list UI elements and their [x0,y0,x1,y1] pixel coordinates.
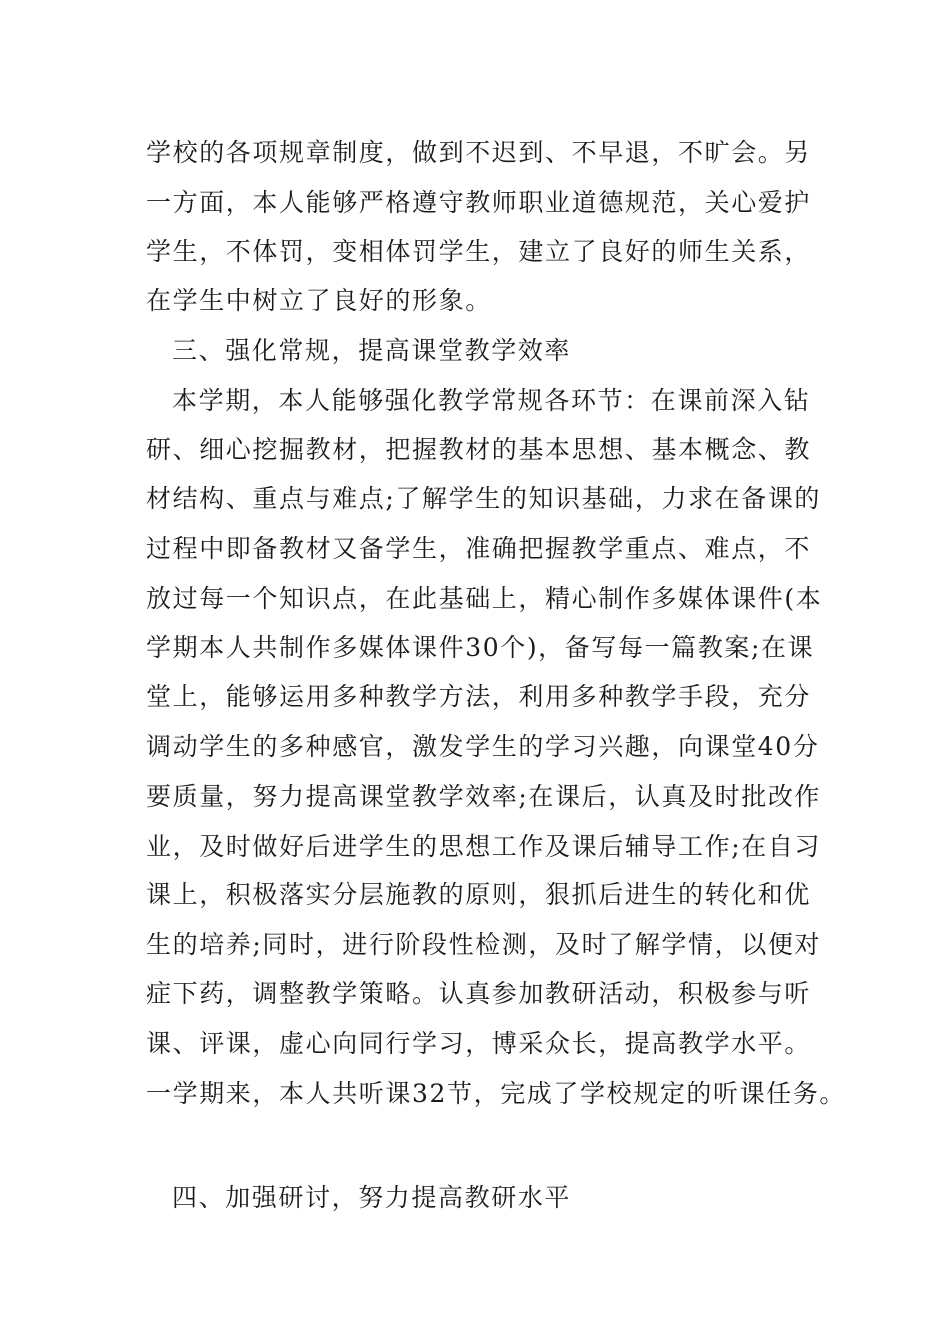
text-line: 研、细心挖掘教材，把握教材的基本思想、基本概念、教 [146,435,812,464]
text-line: 过程中即备教材又备学生，准确把握教学重点、难点，不 [146,534,812,563]
section-heading: 三、强化常规，提高课堂教学效率 [172,336,572,365]
text-line: 材结构、重点与难点;了解学生的知识基础，力求在备课的 [146,484,822,513]
section-heading: 四、加强研讨，努力提高教研水平 [172,1183,572,1212]
text-line: 学生，不体罚，变相体罚学生，建立了良好的师生关系， [146,237,812,266]
text-line: 课、评课，虚心向同行学习，博采众长，提高教学水平。 [146,1029,812,1058]
text-line: 要质量，努力提高课堂教学效率;在课后，认真及时批改作 [146,782,822,811]
text-line: 症下药，调整教学策略。认真参加教研活动，积极参与听 [146,979,812,1008]
text-line: 学期本人共制作多媒体课件30个)，备写每一篇教案;在课 [146,633,815,662]
text-line: 一学期来，本人共听课32节，完成了学校规定的听课任务。 [146,1079,847,1108]
text-line: 调动学生的多种感官，激发学生的学习兴趣，向课堂40分 [146,732,820,761]
text-line: 生的培养;同时，进行阶段性检测，及时了解学情，以便对 [146,930,822,959]
text-line: 课上，积极落实分层施教的原则，狠抓后进生的转化和优 [146,880,812,909]
text-line: 放过每一个知识点，在此基础上，精心制作多媒体课件(本 [146,584,823,613]
text-line: 在学生中树立了良好的形象。 [146,286,492,315]
text-line: 一方面，本人能够严格遵守教师职业道德规范，关心爱护 [146,188,812,217]
text-line: 业，及时做好后进学生的思想工作及课后辅导工作;在自习 [146,832,822,861]
text-line: 堂上，能够运用多种教学方法，利用多种教学手段，充分 [146,682,812,711]
text-line: 本学期，本人能够强化教学常规各环节：在课前深入钻 [172,386,811,415]
text-line: 学校的各项规章制度，做到不迟到、不早退，不旷会。另 [146,138,812,167]
